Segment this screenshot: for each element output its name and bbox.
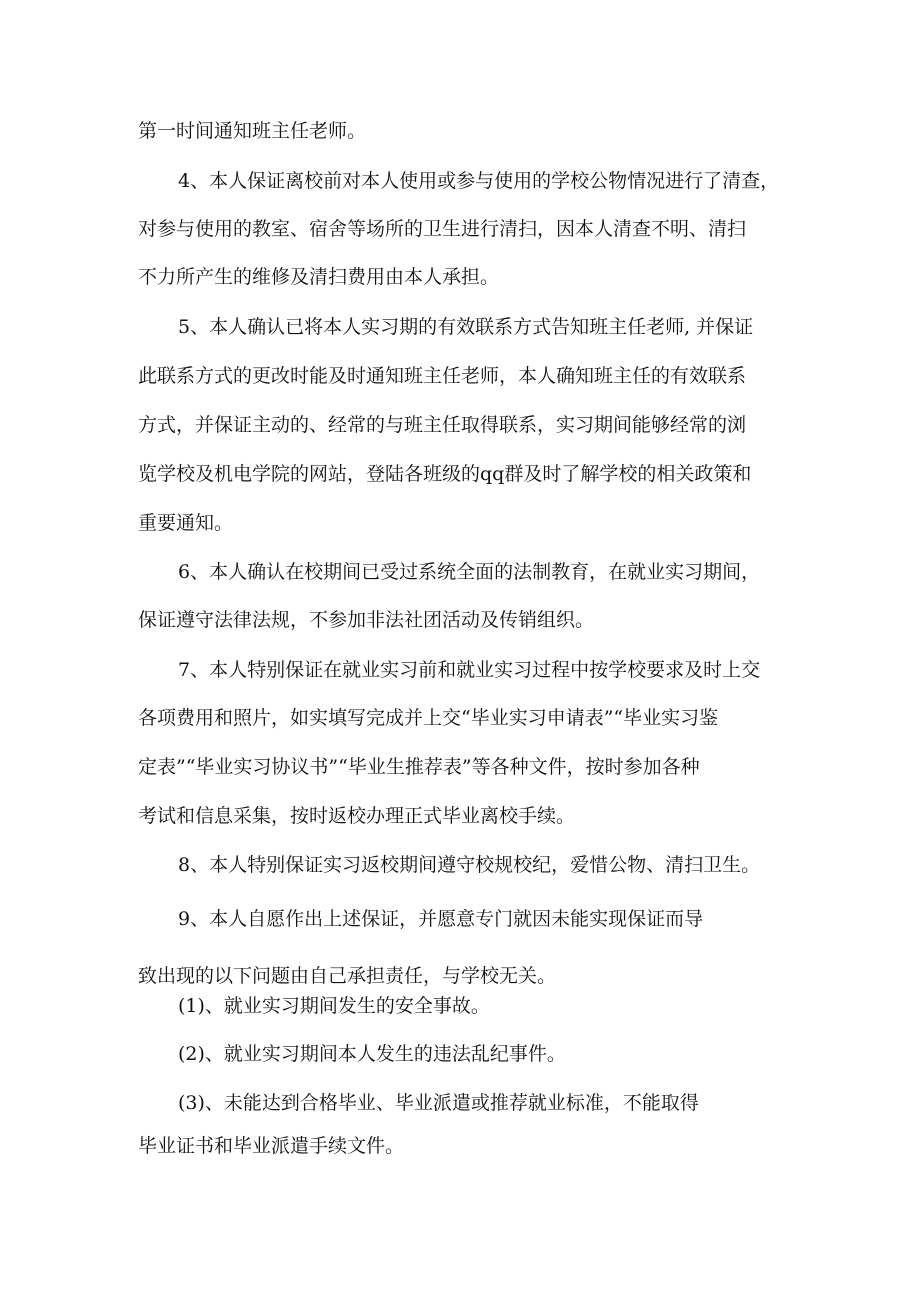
text-line: 5、本人确认已将本人实习期的有效联系方式告知班主任老师, 并保证 — [178, 316, 754, 338]
text-line: 8、本人特别保证实习返校期间遵守校规校纪，爱惜公物、清扫卫生。 — [178, 854, 761, 876]
text-line: 第一时间通知班主任老师。 — [138, 120, 367, 142]
text-line: 7、本人特别保证在就业实习前和就业实习过程中按学校要求及时上交 — [178, 659, 761, 681]
text-line: 4、本人保证离校前对本人使用或参与使用的学校公物情况进行了清查， — [178, 170, 780, 192]
text-line: 不力所产生的维修及清扫费用由本人承担。 — [138, 266, 500, 288]
text-line: (2)、就业实习期间本人发生的违法乱纪事件。 — [178, 1043, 566, 1065]
text-line: 毕业证书和毕业派遣手续文件。 — [138, 1135, 405, 1157]
text-line: 览学校及机电学院的网站，登陆各班级的qq群及时了解学校的相关政策和 — [138, 463, 752, 485]
text-line: 此联系方式的更改时能及时通知班主任老师，本人确知班主任的有效联系 — [138, 365, 747, 387]
text-line: 重要通知。 — [138, 512, 234, 534]
text-line: 致出现的以下问题由自己承担责任，与学校无关。 — [138, 965, 557, 987]
text-line: 方式，并保证主动的、经常的与班主任取得联系，实习期间能够经常的浏 — [138, 414, 747, 436]
text-line: 6、本人确认在校期间已受过系统全面的法制教育，在就业实习期间， — [178, 561, 761, 583]
text-line: 定表”“毕业实习协议书”“毕业生推荐表”等各种文件，按时参加各种 — [138, 756, 700, 778]
text-line: 保证遵守法律法规，不参加非法社团活动及传销组织。 — [138, 609, 595, 631]
text-line: (3)、未能达到合格毕业、毕业派遣或推荐就业标准，不能取得 — [178, 1092, 699, 1114]
text-line: 考试和信息采集，按时返校办理正式毕业离校手续。 — [138, 805, 576, 827]
text-line: 对参与使用的教室、宿舍等场所的卫生进行清扫，因本人清查不明、清扫 — [138, 218, 747, 240]
text-line: (1)、就业实习期间发生的安全事故。 — [178, 995, 490, 1017]
text-line: 9、本人自愿作出上述保证，并愿意专门就因未能实现保证而导 — [178, 908, 704, 930]
text-line: 各项费用和照片，如实填写完成并上交“毕业实习申请表”“毕业实习鉴 — [138, 707, 719, 729]
